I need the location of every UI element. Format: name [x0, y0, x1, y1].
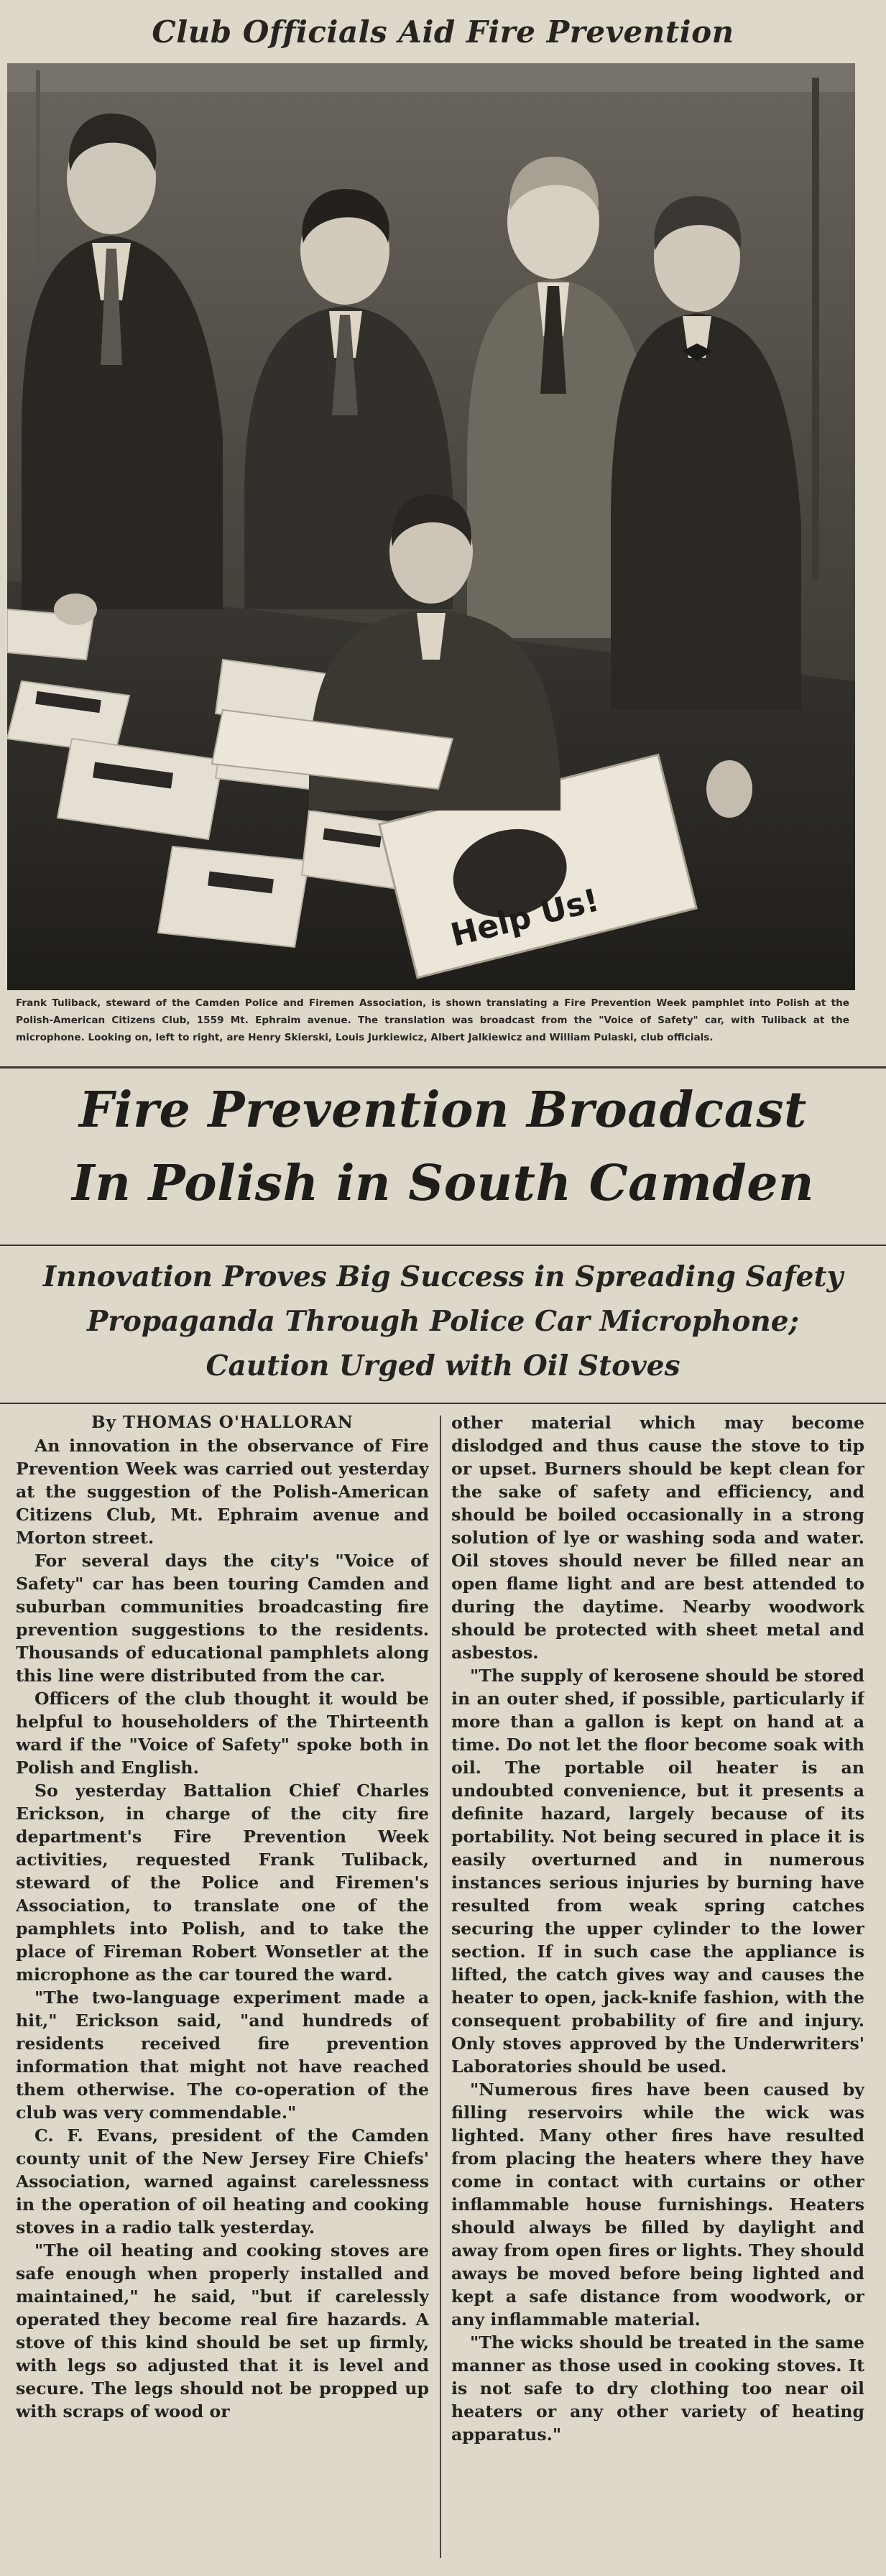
poster-help-us-text: Help Us! [447, 882, 603, 954]
paragraph: So yesterday Battalion Chief Charles Erickson, in charge of the city fire department's Fire Prevention Week activities, requested Frank Tuliback, steward of the Police and Firemen's Association, to translate one of the pamphlets into Polish, and to take the place of Fireman Robert Wonsetler at the microphone as the car toured the ward. [16, 1781, 429, 1985]
paragraph: C. F. Evans, president of the Camden county unit of the New Jersey Fire Chiefs' Association, warned against carelessness in the operation of oil heating and cooking stoves in a radio talk yesterday. [16, 2125, 429, 2238]
column-divider [440, 1416, 441, 2558]
headline-line-1: Fire Prevention Broadcast [79, 1081, 807, 1139]
separator-rule [0, 1403, 886, 1404]
separator-rule [0, 1066, 886, 1068]
photo-kicker-text: Club Officials Aid Fire Prevention [152, 14, 734, 50]
separator-rule [0, 1245, 886, 1246]
paragraph: "Numerous fires have been caused by filling reservoirs while the wick was lighted. Many other fires have resulted from placing the heaters where they have come in contact with curtains or other inflammable house furnishings. Heaters should always be filled by daylight and away from open fires or lights. They should aways be moved before being lighted and kept a safe distance from woodwork, or any inflammable material. [451, 2079, 864, 2330]
deck-line-1: Innovation Proves Big Success in Spreading Safety [42, 1260, 844, 1293]
deck-line-3: Caution Urged with Oil Stoves [206, 1349, 680, 1382]
deck-line-2: Propaganda Through Police Car Microphone; [87, 1305, 799, 1338]
article-deck [0, 1255, 886, 1398]
article-column-left [16, 1411, 429, 2561]
photo-kicker [0, 0, 886, 63]
paragraph: For several days the city's "Voice of Safety" car has been touring Camden and suburban communities broadcasting fire prevention suggestions to the residents. Thousands of educational pamphlets along this line were distributed from the car. [16, 1551, 429, 1686]
paragraph: An innovation in the observance of Fire Prevention Week was carried out yesterday at the suggestion of the Polish-American Citizens Club, Mt. Ephraim avenue and Morton street. [16, 1436, 429, 1548]
headline-line-2: In Polish in South Camden [72, 1155, 814, 1212]
paragraph: "The two-language experiment made a hit," Erickson said, "and hundreds of residents received fire prevention information that might not have reached them otherwise. The co-operation of the club was very commendable." [16, 1988, 429, 2123]
article-body [16, 1411, 871, 2561]
photo-caption: Frank Tuliback, steward of the Camden Police and Firemen Association, is shown translating a Fire Prevention Week pamphlet into Polish at the Polish-American Citizens Club, 1559 Mt. Ephraim avenue. The translation was broadcast from the "Voice of Safety" car, with Tuliback at the microphone. Looking on, left to right, are Henry Skierski, Louis Jurkiewicz, Albert Jalkiewicz and William Pulaski, club officials. [16, 997, 849, 1043]
article-column-right [451, 1411, 864, 2561]
paragraph: "The oil heating and cooking stoves are safe enough when properly installed and maintained," he said, "but if carelessly operated they become real fire hazards. A stove of this kind should be set up firmly, with legs so adjusted that it is level and secure. The legs should not be propped up with scraps of wood or [16, 2240, 429, 2422]
paragraph: "The supply of kerosene should be stored in an outer shed, if possible, particularly if more than a gallon is kept on hand at a time. Do not let the floor become soak with oil. The portable oil heater is an undoubted convenience, but it presents a definite hazard, largely because of its portability. Not being secured in place it is easily overturned and in numerous instances serious injuries by burning have resulted from weak spring catches securing the upper cylinder to the lower section. If in such case the appliance is lifted, the catch gives way and causes the heater to open, jack-knife fashion, with the consequent probability of fire and injury. Only stoves approved by the Underwriters' Laboratories should be used. [451, 1666, 864, 2077]
article-headline [0, 1074, 886, 1239]
paragraph: "The wicks should be treated in the same manner as those used in cooking stoves. It is not safe to dry clothing too near oil heaters or any other variety of heating apparatus." [451, 2332, 864, 2445]
paragraph: Officers of the club thought it would be helpful to householders of the Thirteenth ward if the "Voice of Safety" spoke both in Polish and English. [16, 1689, 429, 1778]
paragraph: other material which may become dislodged and thus cause the stove to tip or upset. Burners should be kept clean for the sake of safety and efficiency, and should be boiled occasionally in a strong solution of lye or washing soda and water. Oil stoves should never be filled near an open flame light and are best attended to during the daytime. Nearby woodwork should be protected with sheet metal and asbestos. [451, 1413, 864, 1663]
news-photograph [7, 63, 855, 990]
article-byline: By THOMAS O'HALLORAN [91, 1413, 354, 1432]
photograph-illustration [7, 63, 855, 990]
